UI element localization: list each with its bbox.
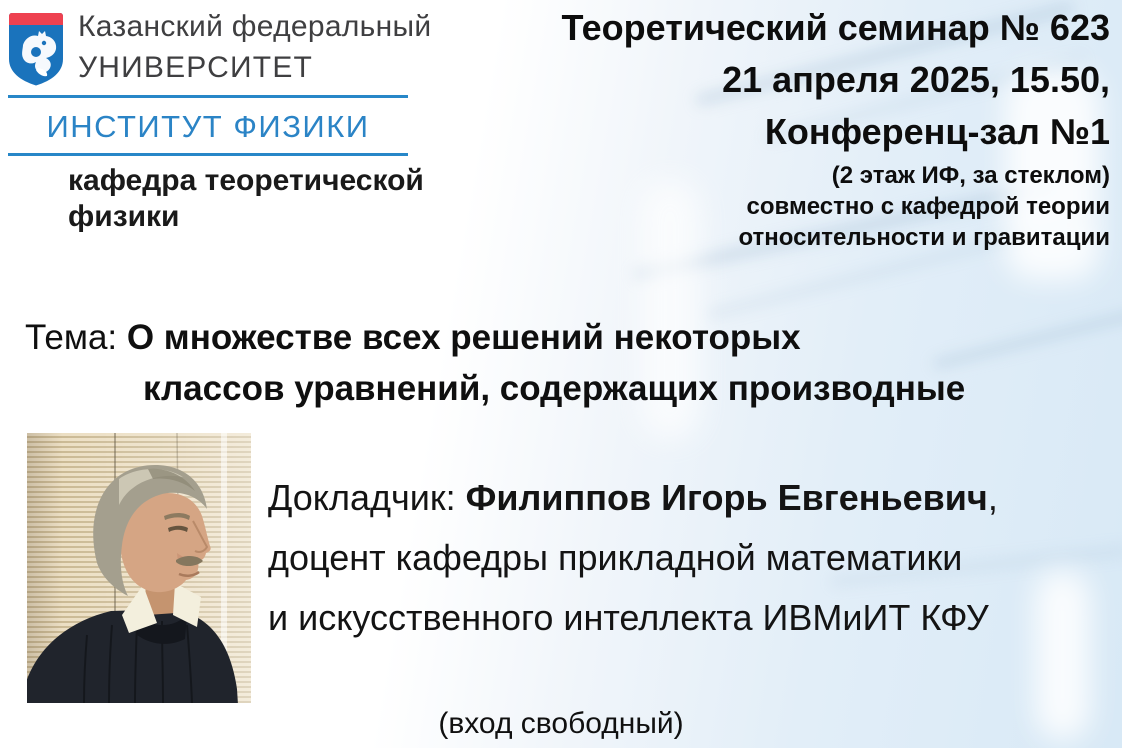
topic-block	[25, 312, 965, 414]
divider-line-bottom	[8, 153, 408, 156]
entry-note: (вход свободный)	[438, 707, 684, 740]
seminar-joint-line2: относительности и гравитации	[738, 224, 1110, 251]
topic-text-line1: О множестве всех решений некоторых	[126, 318, 801, 357]
speaker-affiliation-line1: доцент кафедры прикладной математики	[268, 537, 963, 578]
event-info	[561, 2, 1110, 253]
seminar-location-note: (2 этаж ИФ, за стеклом)	[831, 162, 1110, 189]
topic-line1	[25, 312, 965, 363]
speaker-affiliation-line2: и искусственного интеллекта ИВМиИТ КФУ	[268, 597, 989, 638]
department-title	[68, 163, 424, 235]
university-name	[78, 6, 431, 88]
seminar-datetime: 21 апреля 2025, 15.50,	[722, 59, 1110, 100]
speaker-name-suffix: ,	[987, 477, 998, 518]
seminar-joint-line1: совместно с кафедрой теории	[746, 193, 1110, 220]
speaker-label: Докладчик:	[268, 477, 466, 518]
department-line2: физики	[68, 200, 180, 233]
institute-title: ИНСТИТУТ ФИЗИКИ	[46, 109, 370, 144]
topic-label: Тема:	[25, 318, 127, 357]
speaker-photo	[27, 433, 251, 703]
divider-line-top	[8, 95, 408, 98]
seminar-location: Конференц-зал №1	[764, 111, 1110, 152]
university-name-line2: УНИВЕРСИТЕТ	[78, 51, 314, 84]
topic-text-line2: классов уравнений, содержащих производные	[143, 369, 966, 408]
speaker-name: Филиппов Игорь Евгеньевич	[465, 477, 988, 518]
university-name-line1: Казанский федеральный	[78, 10, 432, 43]
seminar-title: Теоретический семинар № 623	[561, 7, 1110, 48]
department-line1: кафедра теоретической	[68, 164, 424, 197]
speaker-line1	[268, 468, 998, 528]
speaker-block	[268, 468, 998, 648]
kfu-logo-shield-icon	[8, 12, 64, 86]
